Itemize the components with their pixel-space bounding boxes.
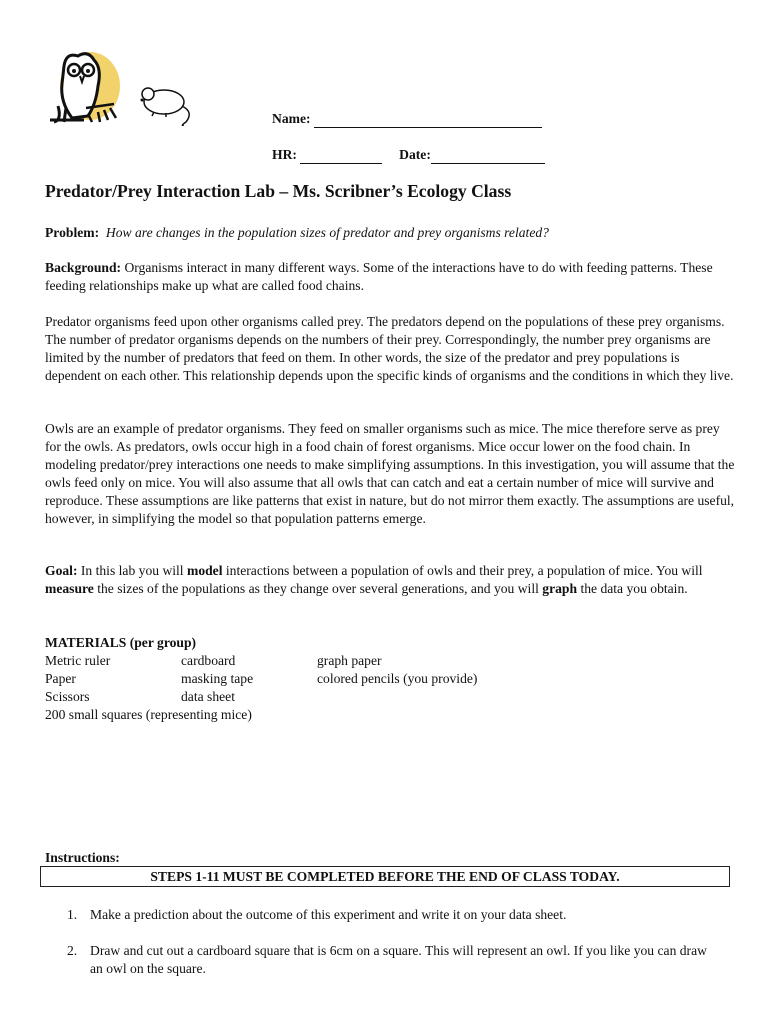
material-item: Metric ruler [45,653,111,668]
goal-text: interactions between a population of owls and their prey, a population of mice. You will [222,563,703,578]
hr-blank[interactable] [300,149,382,164]
goal-text: In this lab you will [77,563,187,578]
date-blank[interactable] [431,149,545,164]
deadline-banner: STEPS 1-11 MUST BE COMPLETED BEFORE THE END OF CLASS TODAY. [40,866,730,887]
owls-paragraph: Owls are an example of predator organisms. They feed on smaller organisms such as mice. The mice therefore serve as prey for the owls. As predators, owls occur high in a food chain of forest organisms. Mice occur lower on the food chain. In modeling predator/prey interactions one needs to make simplifying assumptions. In this investigation, you will assume that the owls feed only on mice. You will also assume that all owls that can catch and eat a certain number of mice will survive and reproduce. These assumptions are like patterns that exist in nature, but do not mirror them exactly. The assumptions are useful, however, in simplifying the model so that population patterns emerge. [45,421,735,526]
materials-col-2 [181,652,253,706]
goal-paragraph [45,562,735,598]
owl-clipart [44,46,124,128]
mouse-clipart [134,82,196,126]
step-1 [0,906,770,924]
goal-model: model [187,563,223,578]
material-item: data sheet [181,688,235,704]
material-item: cardboard [181,653,236,668]
name-label: Name: [272,111,311,126]
background-text: Organisms interact in many different ways. Some of the interactions have to do with feeding patterns. These feeding relationships make up what are called food chains. [45,260,713,293]
background-paragraph [45,259,735,295]
hr-label: HR: [272,147,297,162]
hr-date-field [272,146,545,164]
date-label: Date: [399,147,431,162]
name-blank[interactable] [314,113,542,128]
materials-heading: MATERIALS (per group) [45,635,197,650]
step-number: 1. [67,907,78,922]
step-text: Make a prediction about the outcome of this experiment and write it on your data sheet. [90,907,567,922]
instructions-heading: Instructions: [45,850,120,865]
material-item: colored pencils (you provide) [317,670,478,686]
material-item: masking tape [181,670,254,686]
goal-measure: measure [45,580,94,596]
problem-label: Problem: [45,225,100,240]
material-item: Paper [45,670,76,686]
background-label: Background: [45,260,122,275]
step-number: 2. [67,943,78,958]
predator-paragraph: Predator organisms feed upon other organisms called prey. The predators depend on the populations of these prey organisms. The number of predator organisms depends on the numbers of their prey. Correspondingly, the number prey organisms are limited by the number of predators that feed on them. In other words, the size of the predator and prey populations is dependent on each other. This relationship depends upon the specific kinds of organisms and the conditions in which they live. [45,314,734,383]
material-item: 200 small squares (representing mice) [45,707,252,722]
material-item: Scissors [45,688,90,704]
goal-text: the data you obtain. [577,580,688,596]
material-item: graph paper [317,653,382,668]
goal-text: the sizes of the populations as they change over several generations, and you will [93,580,543,596]
goal-label: Goal: [45,563,78,578]
materials-col-1 [45,652,110,706]
materials-col-3 [317,652,477,688]
page-title: Predator/Prey Interaction Lab – Ms. Scribner’s Ecology Class [45,181,512,201]
name-field [272,110,542,128]
problem-paragraph [45,224,735,242]
step-2 [0,942,770,982]
goal-graph: graph [542,580,578,596]
problem-text: How are changes in the population sizes of predator and prey organisms related? [105,225,549,240]
step-text: Draw and cut out a cardboard square that is 6cm on a square. This will represent an owl. If you like you can draw an owl on the square. [90,943,707,976]
